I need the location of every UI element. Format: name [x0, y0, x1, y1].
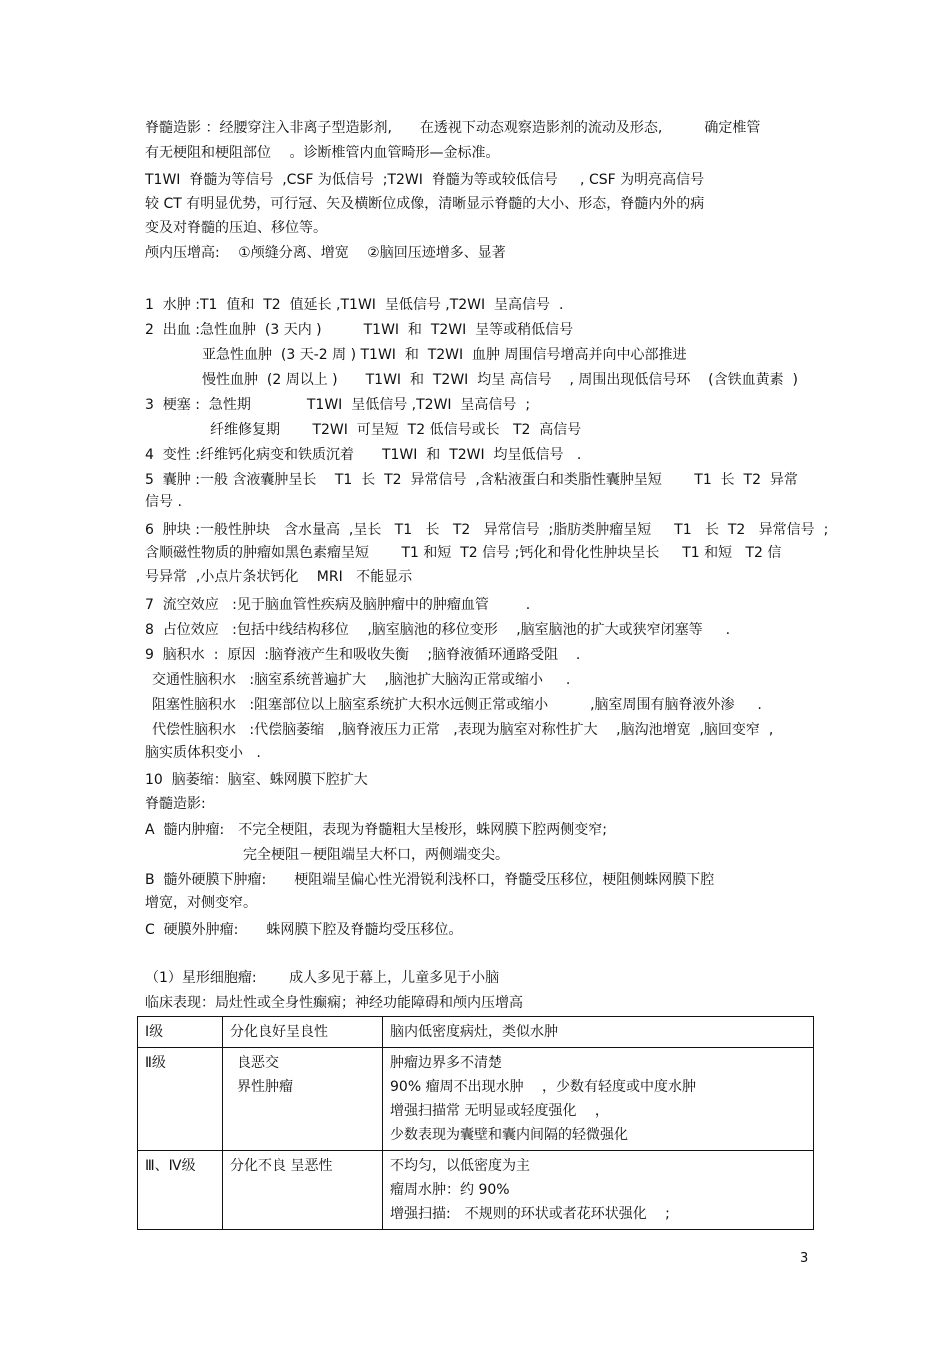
grade-cell: Ⅰ级: [138, 1017, 223, 1048]
text-line: B 髓外硬膜下肿瘤: 梗阻端呈偏心性光滑锐利浅杯口，脊髓受压移位，梗阻侧蛛网膜下腔: [145, 872, 715, 888]
text-line: 7 流空效应 :见于脑血管性疾病及脑肿瘤中的肿瘤血管 .: [145, 597, 531, 613]
text-line: 纤维修复期 T2WI 可呈短 T2 低信号或长 T2 高信号: [210, 422, 582, 438]
text-line: 4 变性 :纤维钙化病变和铁质沉着 T1WI 和 T2WI 均呈低信号 .: [145, 447, 582, 463]
finding-line: 少数表现为囊壁和囊内间隔的轻微强化: [390, 1127, 628, 1143]
grade-cell: Ⅱ级: [138, 1048, 223, 1151]
text-line: 3 梗塞 : 急性期 T1WI 呈低信号 ,T2WI 呈高信号 ;: [145, 397, 531, 413]
text-line: C 硬膜外肿瘤: 蛛网膜下腔及脊髓均受压移位。: [145, 922, 463, 938]
grade-cell: Ⅲ、Ⅳ级: [138, 1151, 223, 1230]
findings-cell: [383, 1151, 814, 1230]
text-line: A 髓内肿瘤: 不完全梗阻，表现为脊髓粗大呈梭形，蛛网膜下腔两侧变窄;: [145, 822, 607, 838]
text-line: 号异常 ,小点片条状钙化 MRI 不能显示: [145, 569, 413, 585]
text-line: 10 脑萎缩：脑室、蛛网膜下腔扩大: [145, 772, 368, 788]
table-row: [138, 1048, 814, 1151]
text-line: 含顺磁性物质的肿瘤如黑色素瘤呈短 T1 和短 T2 信号 ;钙化和骨化性肿块呈长 T1 和短 T2 信: [145, 545, 782, 561]
finding-line: 瘤周水肿：约 90%: [390, 1182, 510, 1198]
text-line: 8 占位效应 :包括中线结构移位 ,脑室脑池的移位变形 ,脑室脑池的扩大或狭窄闭塞等 .: [145, 622, 731, 638]
text-line: T1WI 脊髓为等信号 ,CSF 为低信号 ;T2WI 脊髓为等或较低信号 , CSF 为明亮高信号: [145, 172, 705, 188]
text-line: 5 囊肿 :一般 含液囊肿呈长 T1 长 T2 异常信号 ,含粘液蛋白和类脂性囊肿呈短 T1 长 T2 异常: [145, 472, 798, 488]
finding-line: 增强扫描: 不规则的环状或者花环状强化 ;: [390, 1206, 670, 1222]
text-line: 1 水肿 :T1 值和 T2 值延长 ,T1WI 呈低信号 ,T2WI 呈高信号 .: [145, 297, 564, 313]
findings-cell: [383, 1017, 814, 1048]
differentiation-cell: 分化良好呈良性: [223, 1017, 383, 1048]
text-line: 信号 .: [145, 494, 182, 510]
finding-line: 90% 瘤周不出现水肿 ，少数有轻度或中度水肿: [390, 1079, 697, 1095]
finding-line: 增强扫描常 无明显或轻度强化 ，: [390, 1103, 609, 1119]
differentiation-cell: 良恶交 界性肿瘤: [223, 1048, 383, 1151]
text-line: 完全梗阻－梗阻端呈大杯口，两侧端变尖。: [243, 847, 509, 863]
text-line: 亚急性血肿 (3 天-2 周 ) T1WI 和 T2WI 血肿 周围信号增高并向中心部推进: [202, 347, 687, 363]
finding-line: 肿瘤边界多不清楚: [390, 1055, 502, 1071]
differentiation-cell: 分化不良 呈恶性: [223, 1151, 383, 1230]
table-row: [138, 1151, 814, 1230]
text-line: 脑实质体积变小 .: [145, 745, 261, 761]
text-line: 颅内压增高: ①颅缝分离、增宽 ②脑回压迹增多、显著: [145, 245, 506, 261]
text-line: 交通性脑积水 :脑室系统普遍扩大 ,脑池扩大脑沟正常或缩小 .: [152, 672, 571, 688]
table-row: [138, 1017, 814, 1048]
text-line: （1）星形细胞瘤: 成人多见于幕上，儿童多见于小脑: [145, 970, 500, 986]
text-line: 代偿性脑积水 :代偿脑萎缩 ,脑脊液压力正常 ,表现为脑室对称性扩大 ,脑沟池增宽 ,脑回变窄 ,: [152, 722, 774, 738]
text-line: 阻塞性脑积水 :阻塞部位以上脑室系统扩大积水远侧正常或缩小 ,脑室周围有脑脊液外渗 .: [152, 697, 762, 713]
page-number: 3: [800, 1251, 809, 1266]
text-line: 有无梗阻和梗阻部位 。诊断椎管内血管畸形—金标准。: [145, 145, 500, 161]
text-line: 变及对脊髓的压迫、移位等。: [145, 220, 327, 236]
astrocytoma-grade-table: [137, 1016, 814, 1230]
text-line: 较 CT 有明显优势，可行冠、矢及横断位成像，清晰显示脊髓的大小、形态，脊髓内外的病: [145, 196, 705, 212]
finding-line: 不均匀，以低密度为主: [390, 1158, 530, 1174]
text-line: 脊髓造影 ：经腰穿注入非离子型造影剂, 在透视下动态观察造影剂的流动及形态, 确定椎管: [145, 120, 761, 136]
text-line: 6 肿块 :一般性肿块 含水量高 ,呈长 T1 长 T2 异常信号 ;脂肪类肿瘤呈短 T1 长 T2 异常信号 ;: [145, 522, 829, 538]
finding-line: 脑内低密度病灶，类似水肿: [390, 1024, 558, 1040]
findings-cell: [383, 1048, 814, 1151]
text-line: 脊髓造影:: [145, 796, 206, 812]
text-line: 2 出血 :急性血肿 (3 天内 ) T1WI 和 T2WI 呈等或稍低信号: [145, 322, 574, 338]
text-line: 增宽，对侧变窄。: [145, 895, 257, 911]
text-line: 9 脑积水 : 原因 :脑脊液产生和吸收失衡 ;脑脊液循环通路受阻 .: [145, 647, 581, 663]
text-line: 临床表现：局灶性或全身性癫痫；神经功能障碍和颅内压增高: [145, 995, 523, 1011]
text-line: 慢性血肿 (2 周以上 ) T1WI 和 T2WI 均呈 高信号 , 周围出现低信号环 (含铁血黄素 ): [202, 372, 798, 388]
